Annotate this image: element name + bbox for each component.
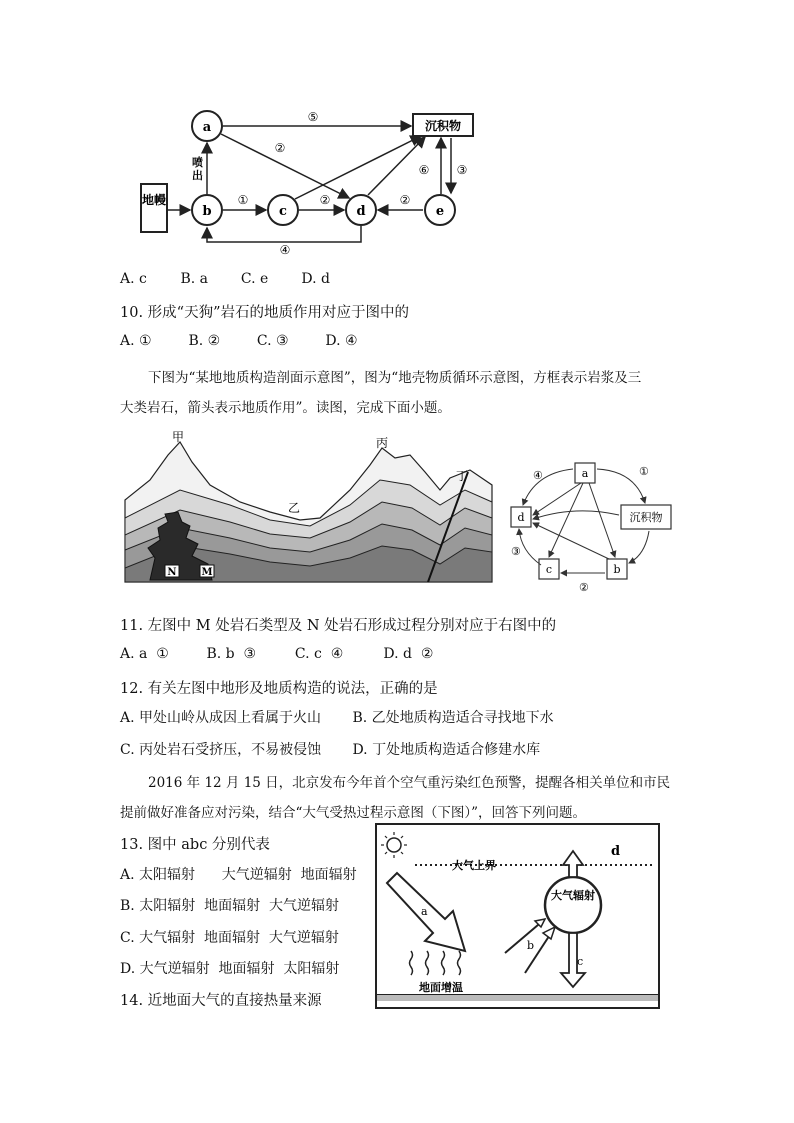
mantle-box-label: 地幔 [141,193,167,207]
q12-option-c: C. 丙处岩石受挤压，不易被侵蚀 [120,742,322,758]
node2-a: a [581,467,589,480]
label-jia: 甲 [171,430,185,444]
q9-option-b: B. a [180,271,208,287]
label-a: a [421,905,428,918]
node-e: e [435,204,445,219]
q10-option-b: B. ② [188,333,221,349]
label-ding: 丁 [455,469,469,483]
q13-option-a: A. 太阳辐射 大气逆辐射 地面辐射 [120,867,357,883]
q13-stem: 13. 图中 abc 分别代表 [120,837,270,853]
label-atmosphere-top: 大气上界 [452,859,496,872]
q9-options [120,271,330,287]
intro3-line1: 2016 年 12 月 15 日，北京发布今年首个空气重污染红色预警，提醒各相关单位和市民 [148,775,671,791]
arrow-label-6: ⑥ [418,163,430,177]
q10-option-a: A. ① [120,333,152,349]
label-bing: 丙 [375,436,389,450]
q10-option-d: D. ④ [325,333,358,349]
q11-option-c: C. c ④ [294,646,344,662]
node2-d: d [517,511,525,524]
atmospheric-heating-diagram [375,823,660,1009]
q11-option-d: D. d ② [383,646,434,662]
label-N: N [167,567,177,578]
label-c: c [577,955,584,968]
node-c: c [279,204,287,219]
q13-option-d: D. 大气逆辐射 地面辐射 太阳辐射 [120,961,340,977]
rock-cycle-diagram-2 [505,455,685,595]
intro2-line1: 下图为“某地地质构造剖面示意图”，图为“地壳物质循环示意图，方框表示岩浆及三 [148,370,642,386]
geologic-cross-section [120,430,500,585]
q9-option-d: D. d [301,271,330,287]
intro2-line2: 大类岩石，箭头表示地质作用”。读图，完成下面小题。 [120,400,451,416]
node2-b: b [613,563,621,576]
node2-c: c [545,563,553,576]
node-b: b [202,204,212,219]
q14-stem: 14. 近地面大气的直接热量来源 [120,993,322,1009]
q12-options-row1 [120,707,554,727]
label-eruption: 喷出 [192,156,203,182]
arrow2-label-3: ③ [511,545,521,558]
q11-options [120,646,433,662]
arrow2-label-2: ② [579,581,589,594]
q13-option-b: B. 太阳辐射 地面辐射 大气逆辐射 [120,898,339,914]
q12-options-row2 [120,739,540,759]
q12-option-a: A. 甲处山岭从成因上看属于火山 [120,710,322,726]
label-ground-heating: 地面增温 [419,981,463,994]
arrow-label-5: ⑤ [307,110,319,124]
label-atm-radiation: 大气辐射 [551,889,595,902]
q13-option-c: C. 大气辐射 地面辐射 大气逆辐射 [120,930,339,946]
label-d: d [611,844,621,859]
q10-options [120,333,358,349]
q12-stem: 12. 有关左图中地形及地质构造的说法，正确的是 [120,681,438,697]
q9-option-c: C. e [240,271,269,287]
arrow2-label-1: ① [639,465,649,478]
label-b: b [527,939,535,952]
arrow-label-3: ③ [456,163,468,177]
arrow-label-2b: ② [319,193,331,207]
intro3-line2: 提前做好准备应对污染，结合“大气受热过程示意图（下图）”，回答下列问题。 [120,805,587,821]
rock-cycle-diagram-1 [135,100,500,260]
sediment-box-label: 沉积物 [424,119,462,133]
arrow2-label-4: ④ [533,469,543,482]
node-a: a [202,120,212,135]
q9-option-a: A. c [120,271,147,287]
q12-option-d: D. 丁处地质构造适合修建水库 [352,742,541,758]
arrow-label-2a: ② [274,141,286,155]
arrow-label-2c: ② [399,193,411,207]
arrow-label-1: ① [237,193,249,207]
q11-stem: 11. 左图中 M 处岩石类型及 N 处岩石形成过程分别对应于右图中的 [120,618,557,634]
node-d: d [356,204,366,219]
arrow-label-4: ④ [279,243,291,257]
label-M: M [201,567,213,578]
sediment2-label: 沉积物 [629,511,663,524]
q11-option-a: A. a ① [120,646,169,662]
q10-option-c: C. ③ [256,333,289,349]
q12-option-b: B. 乙处地质构造适合寻找地下水 [352,710,554,726]
q10-stem: 10. 形成“天狗”岩石的地质作用对应于图中的 [120,305,409,321]
q11-option-b: B. b ③ [206,646,257,662]
label-yi: 乙 [287,501,301,515]
